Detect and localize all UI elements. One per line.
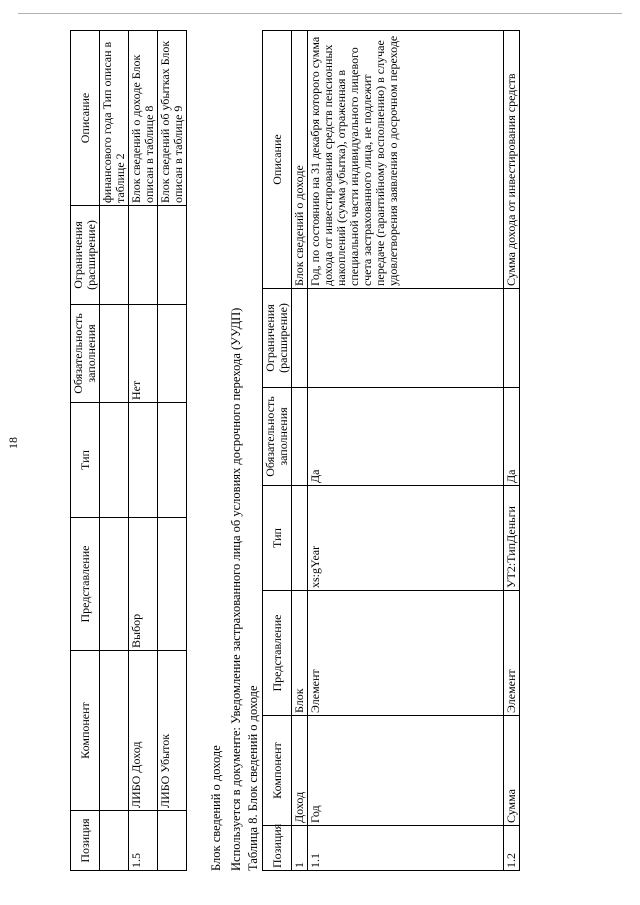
cell: 1.1 [308,826,504,871]
header-cell: Тип [71,403,100,518]
cell [100,305,129,403]
header-cell: Позиция [71,811,100,871]
table-row [158,31,187,871]
cell [158,811,187,871]
cell [292,289,308,388]
cell [129,206,158,305]
table-caption: Таблица 8. Блок сведений о доходе [246,685,260,871]
table-row [292,31,308,871]
block-title: Блок сведений о доходе [209,745,223,871]
cell [292,388,308,486]
table-header-row [71,31,100,871]
cell [504,289,520,388]
cell: Сумма [504,716,520,826]
header-cell: Ограничения (расширение) [71,206,100,305]
header-cell: Обязательность заполнения [263,388,292,486]
cell [308,289,504,388]
cell: Год, по состоянию на 31 декабря которого сумма дохода от инвестирования средств пенсионных накоплений (сумма убытка), отраженная в специальной части индивидуального лицевого счета застрахованного лица, не подлежит передаче (гарантийному восполнению) в случае удовлетворения заявления о досрочном переходе [308,31,504,289]
cell [129,403,158,518]
cell: Элемент [504,591,520,716]
header-cell: Позиция [263,826,292,871]
cell: ЛИБО Доход [129,651,158,811]
cell: 1 [292,826,308,871]
cell [158,305,187,403]
cell: УТ2:ТипДеньги [504,486,520,591]
header-cell: Описание [263,31,292,289]
income-block-table [262,30,520,871]
cell: Сумма дохода от инвестирования средств [504,31,520,289]
cell [158,206,187,305]
table-row [100,31,129,871]
cell: Год [308,716,504,826]
cell [100,518,129,651]
cell: ЛИБО Убыток [158,651,187,811]
cell: Да [308,388,504,486]
page-number: 18 [6,437,20,449]
header-cell: Компонент [263,716,292,826]
cell [158,518,187,651]
header-cell: Обязательность заполнения [71,305,100,403]
header-cell: Тип [263,486,292,591]
cell [100,403,129,518]
table-row [308,31,504,871]
table-row [129,31,158,871]
cell: Нет [129,305,158,403]
cell: Да [504,388,520,486]
usage-note: Используется в документе: Уведомление застрахованного лица об условиях досрочного перехода (УУДП) [229,307,243,871]
cell [100,651,129,811]
header-cell: Представление [263,591,292,716]
continued-table [70,30,187,871]
cell [292,486,308,591]
cell [100,811,129,871]
cell: Блок сведений о доходе [292,31,308,289]
cell: Доход [292,716,308,826]
cell: Элемент [308,591,504,716]
table-row [504,31,520,871]
cell: Выбор [129,518,158,651]
cell: Блок сведений о доходе Блок описан в таблице 8 [129,31,158,206]
cell [158,403,187,518]
cell: 1.2 [504,826,520,871]
header-cell: Ограничения (расширение) [263,289,292,388]
cell: 1.5 [129,811,158,871]
header-cell: Представление [71,518,100,651]
cell: финансового года Тип описан в таблице 2 [100,31,129,206]
header-cell: Описание [71,31,100,206]
table-header-row [263,31,292,871]
cell: Блок [292,591,308,716]
cell: xs:gYear [308,486,504,591]
cell: Блок сведений об убытках Блок описан в таблице 9 [158,31,187,206]
cell [100,206,129,305]
header-cell: Компонент [71,651,100,811]
